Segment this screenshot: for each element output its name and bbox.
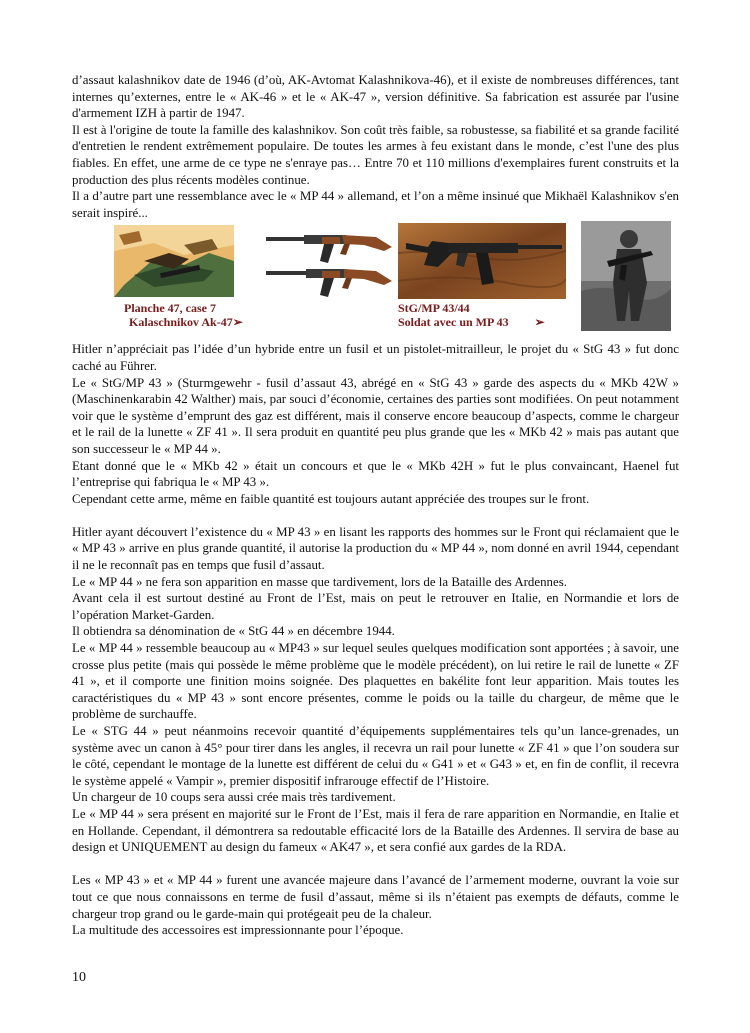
comic-panel-image	[114, 225, 234, 297]
paragraph: Il a d’autre part une ressemblance avec le « MP 44 » allemand, et l’on a même insinué que Mikhaël Kalashnikov s'en serait inspiré...	[72, 189, 679, 220]
paragraph: Avant cela il est surtout destiné au Front de l’Est, mais on peut le retrouver en Italie, en Normandie et lors de l’opération Market-Garden.	[72, 591, 679, 622]
paragraph: La multitude des accessoires est impressionnante pour l’époque.	[72, 923, 404, 938]
image-strip	[72, 221, 679, 337]
caption-right	[398, 301, 545, 329]
paragraph: Cependant cette arme, même en faible quantité est toujours autant appréciée des troupes sur le front.	[72, 491, 590, 506]
caption-left-line1: Planche 47, case 7	[124, 301, 216, 316]
page-body	[72, 72, 679, 939]
page-number: 10	[72, 970, 86, 985]
arrow-right-icon: ➢	[534, 315, 545, 330]
arrow-right-icon: ➢	[232, 315, 243, 330]
paragraph: Il est à l'origine de toute la famille des kalashnikov. Son coût très faible, sa robustesse, sa fiabilité et sa grande facilité d'entretien le rendent extrêmement populaire. De toutes les armes à feu existant dans le monde, c’est l'une des plus fiables. En effet, une arme de ce type ne s'enraye pas… Entre 70 et 110 millions d'exemplaires furent construits et la production des plus récents modèles continue.	[72, 122, 679, 187]
paragraph: Le « STG 44 » peut néanmoins recevoir quantité d’équipements supplémentaires tels qu’un lance-grenades, un système avec un canon à 45° pour tirer dans les angles, il recevra un rail pour lunette « ZF 41 » que l’on soudera sur le côté, cependant le montage de la lunette est différent de celui du « G41 » et « G43 » et, en fin de conflit, il recevra le système appelé « Vampir », premier dispositif infrarouge effectif de l’Histoire.	[72, 724, 679, 788]
paragraph: Etant donné que le « MKb 42 » était un concours et que le « MKb 42H » fut le plus convaincant, Haenel fut l’entreprise qui fabriqua le « MP 43 ».	[72, 458, 679, 490]
ak47-rifles-image	[264, 229, 394, 299]
caption-right-line1: StG/MP 43/44	[398, 301, 470, 316]
paragraph: Il obtiendra sa dénomination de « StG 44 » en décembre 1944.	[72, 624, 395, 639]
caption-right-line2: Soldat avec un MP 43	[398, 315, 509, 330]
paragraph: Le « StG/MP 43 » (Sturmgewehr - fusil d’assaut 43, abrégé en « StG 43 » garde des aspects du « MKb 42W » (Maschinenkarabin 42 Walther) mais, par souci d’économie, certaines des parties sont modifiées. On peut notamment voir que le système d’emprunt des gaz est différent, mais il conserve encore beaucoup d’aspects, comme le chargeur et le rail de la lunette « ZF 41 ». Il sera produit en quantité peu plus grande que les « MKb 42 » mais pas autant que son successeur le « MP 44 ».	[72, 375, 679, 456]
paragraph: Le « MP 44 » sera présent en majorité sur le Front de l’Est, mais il fera de rare apparition en Normandie, en Italie et en Hollande. Cependant, il démontrera sa redoutable efficacité lors de la Bataille des Ardennes. Il servira de base au design et UNIQUEMENT au design du fameux « AK47 », et sera confié aux gardes de la RDA.	[72, 806, 679, 855]
paragraph: Le « MP 44 » ressemble beaucoup au « MP43 » sur lequel seules quelques modification sont apportées ; à savoir, une crosse plus petite (mais qui possède le même problème que le modèle précédent), on lui retire le rail de lunette « ZF 41 », et il comporte une finition moins soignée. Des plaquettes en bakélite font leur apparition. Mais toutes les caractéristiques du « MP 43 » sont encore présentes, comme le poids ou la taille du chargeur, de même que le problème de surchauffe.	[72, 641, 679, 722]
soldier-photo-image	[581, 221, 671, 331]
paragraph: Les « MP 43 » et « MP 44 » furent une avancée majeure dans l’avancé de l’armement moderne, ouvrant la voie sur tout ce que nous connaissons en terme de fusil d’assaut, même si ils n’étaient pas exempts de défauts, comme le chargeur trop grand ou le garde-main qui protégeait peu de la chaleur.	[72, 873, 679, 921]
caption-left	[124, 301, 243, 329]
paragraph: Le « MP 44 » ne fera son apparition en masse que tardivement, lors de la Bataille des Ardennes.	[72, 574, 567, 589]
paragraph: d’assaut kalashnikov date de 1946 (d’où, AK-Avtomat Kalashnikova-46), et il existe de nombreuses différences, tant internes qu’externes, entre le « AK-46 » et le « AK-47 », version définitive. Sa fabrication est assurée par l'usine d'armement IZH à partir de 1947.	[72, 73, 679, 121]
paragraph: Hitler ayant découvert l’existence du « MP 43 » en lisant les rapports des hommes sur le Front qui réclamaient que le « MP 43 » arrive en plus grande quantité, il autorise la production du « MP 44 », nom donné en avril 1944, cependant il ne le reconnaît pas en temps que fusil d’assaut.	[72, 524, 679, 573]
paragraph: Un chargeur de 10 coups sera aussi crée mais très tardivement.	[72, 790, 396, 805]
paragraph: Hitler n’appréciait pas l’idée d’un hybride entre un fusil et un pistolet-mitrailleur, le projet du « StG 43 » fut donc caché au Führer.	[72, 342, 679, 373]
caption-left-line2: Kalaschnikov Ak-47	[129, 315, 233, 330]
stg44-rifle-image	[398, 223, 566, 299]
